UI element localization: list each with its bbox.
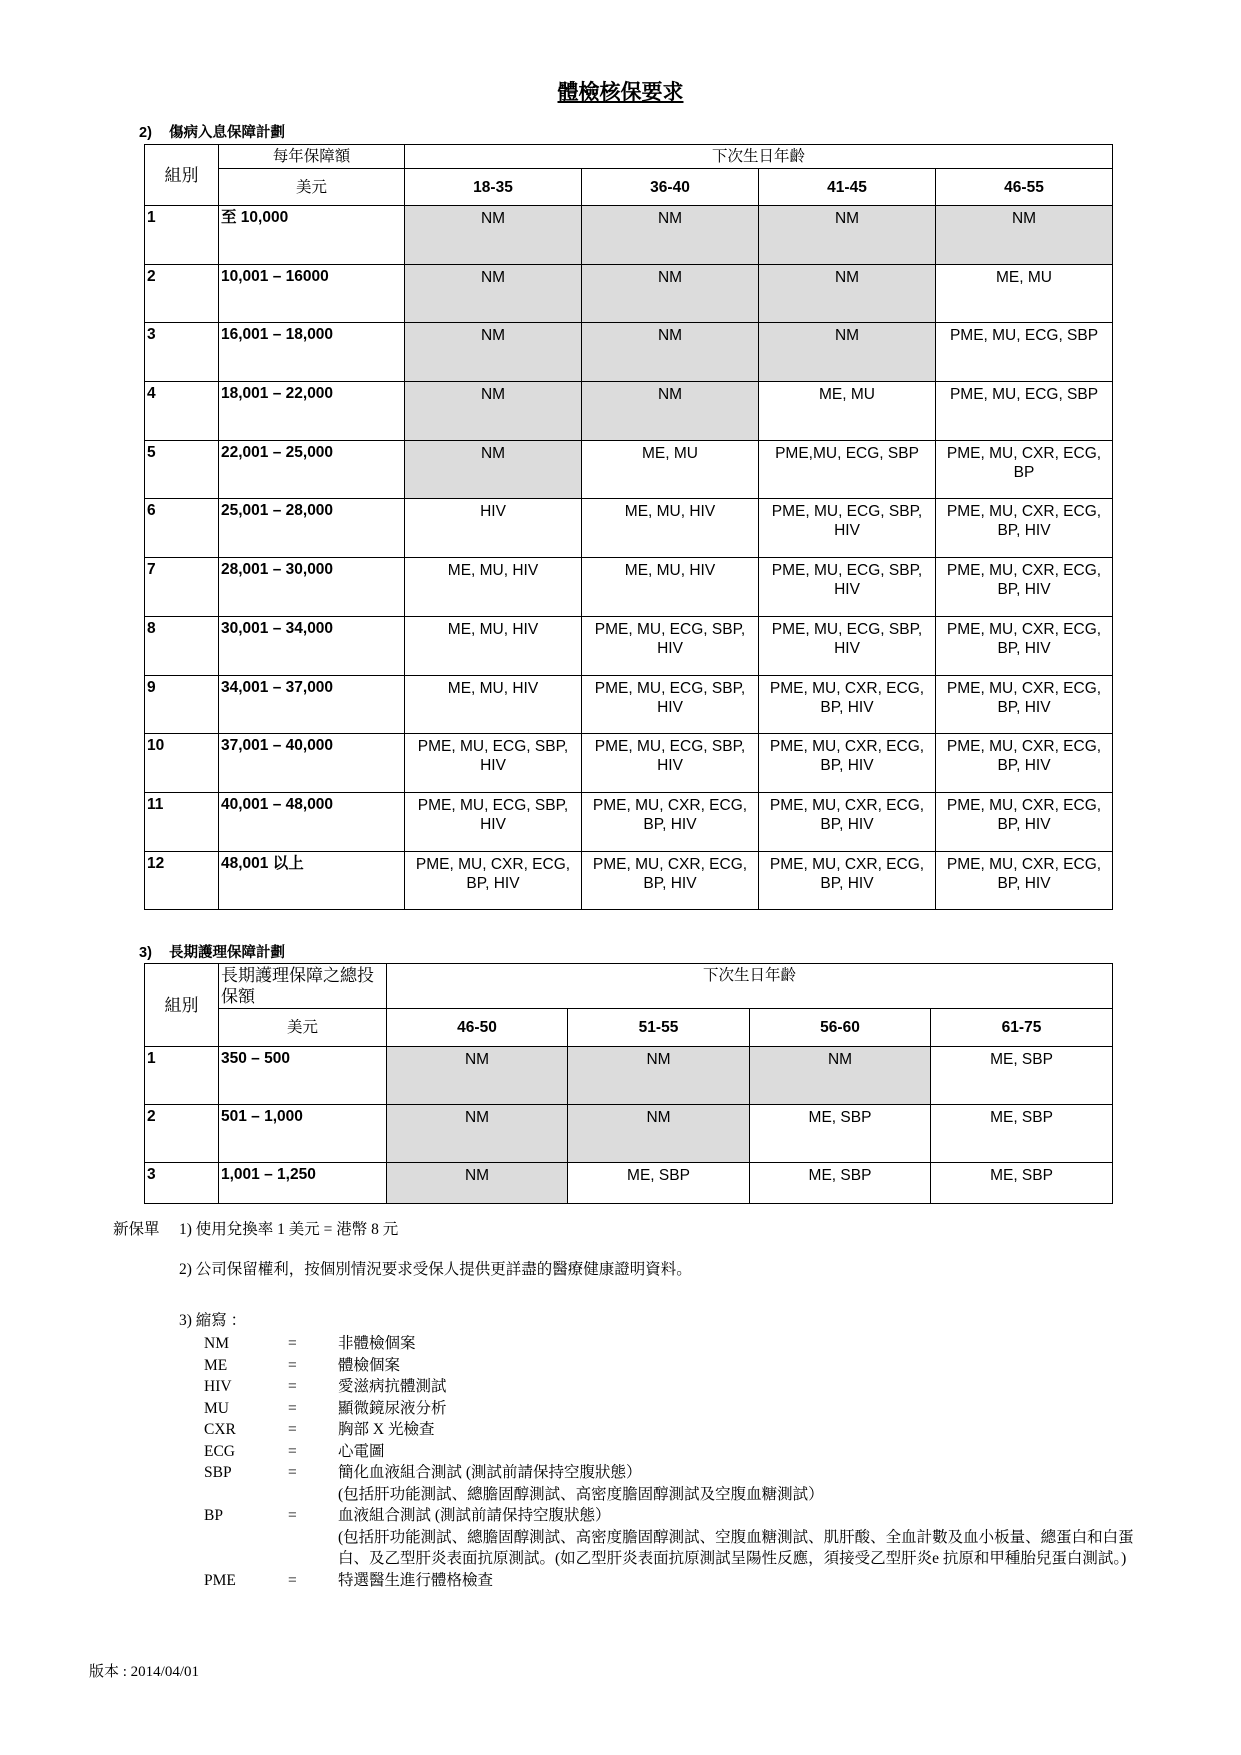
group-number: 1: [145, 206, 219, 265]
requirement-cell: ME, MU: [582, 440, 759, 499]
abbreviation-code: NM: [204, 1335, 229, 1352]
equals-sign: =: [288, 1507, 297, 1524]
age-band-header: 56-60: [750, 1009, 931, 1047]
table-row: [145, 1105, 1113, 1163]
abbreviation-code: ME: [204, 1356, 228, 1374]
table-row: [145, 616, 1113, 675]
abbreviation-item: [204, 1398, 1164, 1420]
requirement-cell: NM: [759, 323, 936, 382]
abbreviation-description: [338, 1333, 1164, 1355]
abbreviation-description: [338, 1505, 1164, 1570]
requirement-cell: ME, SBP: [931, 1163, 1113, 1204]
equals-sign: =: [288, 1399, 297, 1417]
table-row: [145, 851, 1113, 910]
amount-range: 18,001 – 22,000: [219, 382, 405, 441]
abbreviation-description: [338, 1441, 1164, 1463]
requirement-cell: PME, MU, ECG, SBP: [936, 382, 1113, 441]
table-row: [145, 264, 1113, 323]
long-term-care-table: [144, 963, 1113, 1204]
requirement-cell: NM: [750, 1047, 931, 1105]
requirement-cell: NM: [405, 382, 582, 441]
note-2: 2) 公司保留權利，按個別情況要求受保人提供更詳盡的醫療健康證明資料。: [179, 1261, 692, 1278]
requirement-cell: ME, MU, HIV: [582, 558, 759, 617]
amount-range: 至 10,000: [219, 206, 405, 265]
requirement-cell: ME, SBP: [931, 1105, 1113, 1163]
table-row: [145, 792, 1113, 851]
version-label: 版本 : 2014/04/01: [89, 1664, 200, 1680]
abbreviation-code: MU: [204, 1399, 229, 1417]
requirement-cell: NM: [387, 1105, 568, 1163]
note-1: 1) 使用兌換率 1 美元 = 港幣 8 元: [179, 1221, 399, 1238]
group-number: 6: [145, 499, 219, 558]
requirement-cell: NM: [759, 206, 936, 265]
page-title: 體檢核保要求: [557, 81, 684, 104]
description-line: (包括肝功能測試、總膽固醇測試、高密度膽固醇測試、空腹血糖測試、肌肝酸、全血計數及血小板量、總蛋白和白蛋白、及乙型肝炎表面抗原測試。(如乙型肝炎表面抗原測試呈陽性反應，須接受乙型肝炎e 抗原和甲種胎兒蛋白測試。): [338, 1528, 1134, 1567]
requirement-cell: PME, MU, CXR, ECG, BP, HIV: [759, 792, 936, 851]
equals-sign: =: [288, 1421, 297, 1438]
requirement-cell: PME, MU, CXR, ECG, BP, HIV: [936, 734, 1113, 793]
section3-title: 長期護理保障計劃: [169, 945, 285, 961]
table-row: [145, 1163, 1113, 1204]
table-row: [145, 675, 1113, 734]
requirement-cell: ME, SBP: [750, 1105, 931, 1163]
requirement-cell: PME, MU, CXR, ECG, BP, HIV: [582, 792, 759, 851]
table-row: [145, 1047, 1113, 1105]
requirement-cell: ME, MU: [759, 382, 936, 441]
abbreviation-description: [338, 1570, 1164, 1592]
annual-amount-header: 每年保障額: [219, 145, 405, 169]
requirement-cell: PME, MU, ECG, SBP, HIV: [405, 792, 582, 851]
requirement-cell: PME, MU, ECG, SBP, HIV: [759, 616, 936, 675]
group-header: 組別: [145, 964, 219, 1047]
abbreviation-description: [338, 1462, 1164, 1505]
abbreviation-item: [204, 1441, 1164, 1463]
description-line: 體檢個案: [338, 1356, 401, 1374]
requirement-cell: ME, SBP: [931, 1047, 1113, 1105]
group-number: 11: [145, 792, 219, 851]
notes-label: 新保單: [113, 1221, 160, 1238]
requirement-cell: PME, MU, ECG, SBP, HIV: [582, 616, 759, 675]
requirement-cell: NM: [405, 323, 582, 382]
section3-number: 3): [139, 945, 152, 961]
abbreviation-item: [204, 1355, 1164, 1377]
abbreviation-list: [204, 1333, 1164, 1591]
section2-heading: [139, 121, 285, 142]
abbreviation-code: ECG: [204, 1442, 235, 1460]
description-line: 簡化血液組合測試 (測試前請保持空腹狀態）: [338, 1464, 642, 1481]
equals-sign: =: [288, 1378, 297, 1395]
age-header: 下次生日年齡: [405, 145, 1113, 169]
abbreviation-description: [338, 1376, 1164, 1398]
abbreviation-item: [204, 1376, 1164, 1398]
group-number: 12: [145, 851, 219, 910]
abbreviation-code: HIV: [204, 1378, 232, 1395]
requirement-cell: PME, MU, ECG, SBP, HIV: [582, 675, 759, 734]
description-line: 愛滋病抗體測試: [338, 1378, 447, 1395]
requirement-cell: PME, MU, CXR, ECG, BP, HIV: [405, 851, 582, 910]
requirement-cell: NM: [568, 1047, 750, 1105]
requirement-cell: NM: [387, 1047, 568, 1105]
group-number: 3: [145, 323, 219, 382]
requirement-cell: ME, SBP: [750, 1163, 931, 1204]
table-row: [145, 499, 1113, 558]
requirement-cell: PME, MU, CXR, ECG, BP, HIV: [759, 675, 936, 734]
requirement-cell: PME, MU, CXR, ECG, BP, HIV: [759, 851, 936, 910]
abbreviation-item: [204, 1462, 1164, 1505]
group-header: 組別: [145, 145, 219, 206]
requirement-cell: PME, MU, ECG, SBP: [936, 323, 1113, 382]
amount-range: 10,001 – 16000: [219, 264, 405, 323]
abbreviation-item: [204, 1333, 1164, 1355]
requirement-cell: NM: [405, 206, 582, 265]
requirement-cell: PME, MU, ECG, SBP, HIV: [759, 558, 936, 617]
requirement-cell: NM: [405, 440, 582, 499]
requirement-cell: PME, MU, CXR, ECG, BP, HIV: [936, 558, 1113, 617]
equals-sign: =: [288, 1442, 297, 1460]
amount-range: 30,001 – 34,000: [219, 616, 405, 675]
currency-header: 美元: [219, 169, 405, 206]
requirement-cell: NM: [582, 206, 759, 265]
group-number: 5: [145, 440, 219, 499]
amount-range: 22,001 – 25,000: [219, 440, 405, 499]
age-band-header: 51-55: [568, 1009, 750, 1047]
group-number: 4: [145, 382, 219, 441]
income-protection-table: [144, 144, 1113, 910]
group-number: 2: [145, 1105, 219, 1163]
amount-range: 40,001 – 48,000: [219, 792, 405, 851]
section2-title: 傷病入息保障計劃: [169, 125, 285, 141]
requirement-cell: PME, MU, CXR, ECG, BP, HIV: [936, 499, 1113, 558]
requirement-cell: ME, SBP: [568, 1163, 750, 1204]
requirement-cell: PME,MU, ECG, SBP: [759, 440, 936, 499]
table-row: [145, 382, 1113, 441]
amount-range: 37,001 – 40,000: [219, 734, 405, 793]
group-number: 10: [145, 734, 219, 793]
age-band-header: 46-55: [936, 169, 1113, 206]
amount-range: 1,001 – 1,250: [219, 1163, 387, 1204]
requirement-cell: NM: [387, 1163, 568, 1204]
requirement-cell: HIV: [405, 499, 582, 558]
table-row: [145, 440, 1113, 499]
requirement-cell: PME, MU, CXR, ECG, BP, HIV: [936, 616, 1113, 675]
table-row: [145, 206, 1113, 265]
requirement-cell: NM: [936, 206, 1113, 265]
group-number: 1: [145, 1047, 219, 1105]
amount-range: 34,001 – 37,000: [219, 675, 405, 734]
requirement-cell: NM: [405, 264, 582, 323]
equals-sign: =: [288, 1571, 297, 1589]
description-line: 顯微鏡尿液分析: [338, 1399, 447, 1417]
requirement-cell: PME, MU, CXR, ECG, BP: [936, 440, 1113, 499]
table-row: [145, 734, 1113, 793]
table-row: [145, 323, 1113, 382]
group-number: 8: [145, 616, 219, 675]
section3-heading: [139, 941, 285, 962]
abbreviation-item: [204, 1419, 1164, 1441]
currency-header: 美元: [219, 1009, 387, 1047]
requirement-cell: PME, MU, ECG, SBP, HIV: [759, 499, 936, 558]
amount-range: 25,001 – 28,000: [219, 499, 405, 558]
age-header: 下次生日年齡: [387, 964, 1113, 1009]
abbreviation-description: [338, 1419, 1164, 1441]
description-line: 心電圖: [338, 1442, 385, 1460]
requirement-cell: PME, MU, ECG, SBP, HIV: [405, 734, 582, 793]
age-band-header: 46-50: [387, 1009, 568, 1047]
description-line: 非體檢個案: [338, 1335, 416, 1352]
group-number: 3: [145, 1163, 219, 1204]
amount-range: 350 – 500: [219, 1047, 387, 1105]
abbreviation-description: [338, 1355, 1164, 1377]
abbreviation-item: [204, 1570, 1164, 1592]
section2-number: 2): [139, 125, 152, 141]
requirement-cell: PME, MU, CXR, ECG, BP, HIV: [936, 675, 1113, 734]
requirement-cell: NM: [582, 323, 759, 382]
age-band-header: 36-40: [582, 169, 759, 206]
abbreviation-code: CXR: [204, 1421, 236, 1438]
abbreviation-description: [338, 1398, 1164, 1420]
table-row: [145, 558, 1113, 617]
requirement-cell: ME, MU: [936, 264, 1113, 323]
description-line: 胸部 X 光檢查: [338, 1421, 435, 1438]
age-band-header: 41-45: [759, 169, 936, 206]
equals-sign: =: [288, 1356, 297, 1374]
equals-sign: =: [288, 1464, 297, 1481]
note-3: 3) 縮寫 ：: [179, 1312, 247, 1329]
requirement-cell: ME, MU, HIV: [405, 616, 582, 675]
amount-range: 28,001 – 30,000: [219, 558, 405, 617]
requirement-cell: NM: [582, 264, 759, 323]
requirement-cell: NM: [582, 382, 759, 441]
requirement-cell: PME, MU, CXR, ECG, BP, HIV: [936, 792, 1113, 851]
requirement-cell: ME, MU, HIV: [405, 558, 582, 617]
requirement-cell: NM: [759, 264, 936, 323]
total-sum-insured-header: 長期護理保障之總投保額: [219, 964, 387, 1009]
group-number: 7: [145, 558, 219, 617]
abbreviation-code: BP: [204, 1507, 223, 1524]
equals-sign: =: [288, 1335, 297, 1352]
group-number: 2: [145, 264, 219, 323]
requirement-cell: ME, MU, HIV: [582, 499, 759, 558]
requirement-cell: PME, MU, CXR, ECG, BP, HIV: [936, 851, 1113, 910]
requirement-cell: PME, MU, ECG, SBP, HIV: [582, 734, 759, 793]
description-line: 血液組合測試 (測試前請保持空腹狀態）: [338, 1507, 611, 1524]
group-number: 9: [145, 675, 219, 734]
description-line: (包括肝功能測試、總膽固醇測試、高密度膽固醇測試及空腹血糖測試）: [338, 1485, 824, 1503]
notes-line-1: [113, 1219, 398, 1241]
requirement-cell: NM: [568, 1105, 750, 1163]
abbreviation-item: [204, 1505, 1164, 1570]
abbreviation-code: SBP: [204, 1464, 232, 1481]
requirement-cell: PME, MU, CXR, ECG, BP, HIV: [582, 851, 759, 910]
amount-range: 501 – 1,000: [219, 1105, 387, 1163]
requirement-cell: PME, MU, CXR, ECG, BP, HIV: [759, 734, 936, 793]
description-line: 特選醫生進行體格檢查: [338, 1571, 494, 1589]
abbreviation-code: PME: [204, 1571, 236, 1589]
age-band-header: 18-35: [405, 169, 582, 206]
requirement-cell: ME, MU, HIV: [405, 675, 582, 734]
age-band-header: 61-75: [931, 1009, 1113, 1047]
amount-range: 16,001 – 18,000: [219, 323, 405, 382]
amount-range: 48,001 以上: [219, 851, 405, 910]
